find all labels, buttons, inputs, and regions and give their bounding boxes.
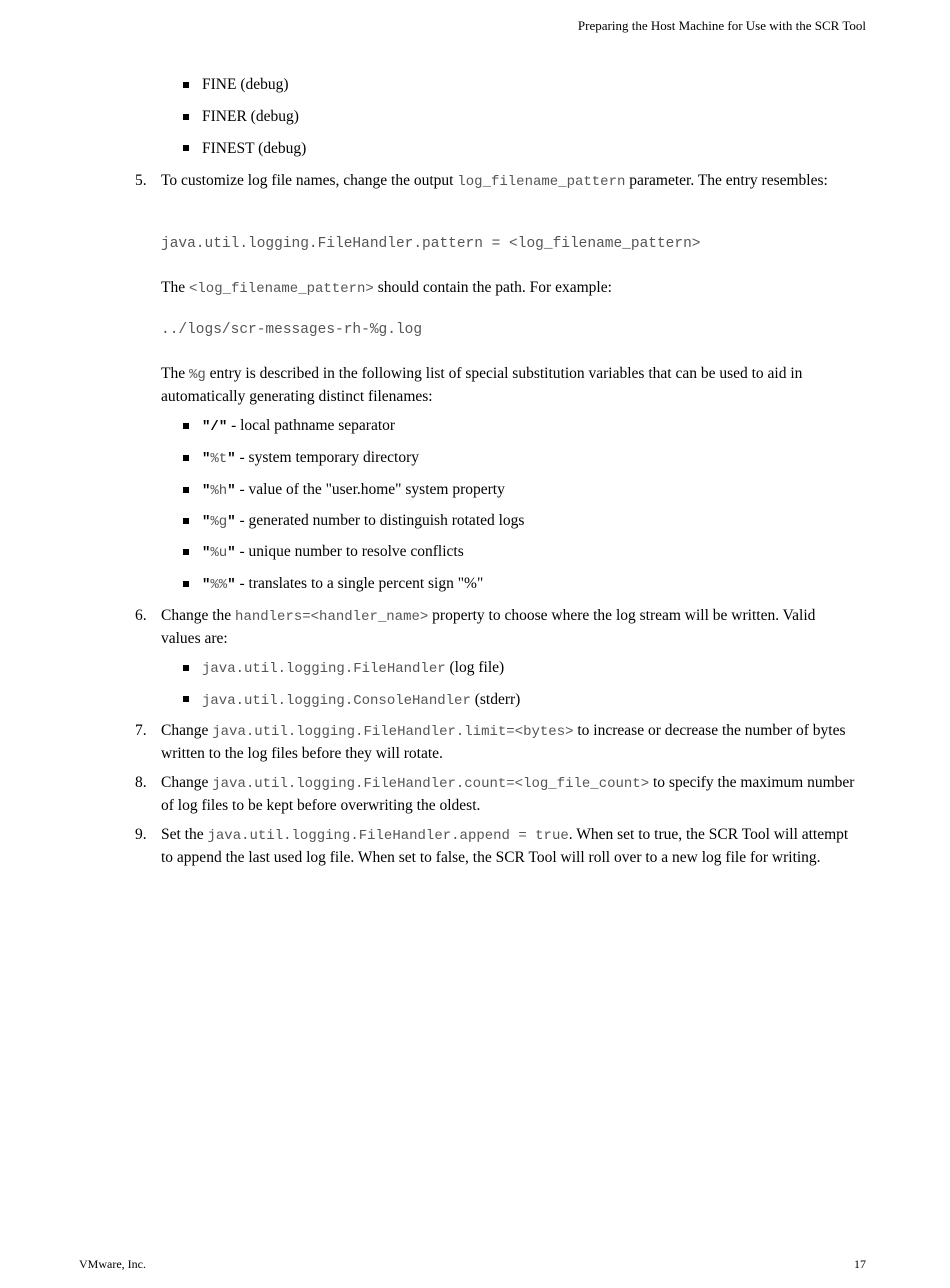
step-6-text <box>161 605 841 650</box>
inline-code: %% <box>210 577 228 593</box>
step-number: 8. <box>135 774 147 791</box>
running-header: Preparing the Host Machine for Use with the SCR Tool <box>577 18 866 33</box>
inline-code: %g <box>210 514 228 530</box>
quote: " <box>202 514 211 530</box>
bullet-marker <box>183 518 189 524</box>
list-item: FINER (debug) <box>202 108 299 125</box>
text: Set the <box>161 826 208 843</box>
bullet-marker <box>183 665 189 671</box>
inline-code: %h <box>210 483 228 499</box>
bullet-marker <box>183 549 189 555</box>
list-item <box>202 689 520 712</box>
text: - unique number to resolve conflicts <box>235 543 464 560</box>
quote: " <box>227 545 236 561</box>
inline-code: java.util.logging.FileHandler <box>202 661 446 677</box>
inline-code: / <box>210 419 219 435</box>
step-7-text <box>161 720 846 765</box>
inline-code: %u <box>210 545 228 561</box>
quote: " <box>227 483 236 499</box>
inline-code: java.util.logging.FileHandler.append = true <box>207 828 569 844</box>
page-number: 17 <box>854 1257 866 1271</box>
text: The <box>161 279 189 296</box>
list-item <box>202 510 524 533</box>
text: - system temporary directory <box>235 449 419 466</box>
inline-code: %t <box>210 451 228 467</box>
text: should contain the path. For example: <box>373 279 612 296</box>
text: Change <box>161 774 213 791</box>
list-item <box>202 657 504 680</box>
text: (stderr) <box>470 691 521 708</box>
step-number: 9. <box>135 826 147 843</box>
text: to increase or decrease the number of bytes written to the log files before they will rotate. <box>161 722 846 762</box>
list-item <box>202 573 483 596</box>
quote: " <box>202 577 211 593</box>
list-item <box>202 415 395 438</box>
inline-code: java.util.logging.ConsoleHandler <box>202 693 471 709</box>
text: To customize log file names, change the output <box>161 172 458 189</box>
step-number: 7. <box>135 722 147 739</box>
bullet-marker <box>183 82 189 88</box>
bullet-marker <box>183 423 189 429</box>
list-item: FINE (debug) <box>202 76 289 93</box>
quote: " <box>202 545 211 561</box>
text: Change <box>161 722 213 739</box>
text: The <box>161 365 189 382</box>
list-item: FINEST (debug) <box>202 140 307 157</box>
text: . When set to true, the SCR Tool will attempt to append the last used log file. When set to false, the SCR Tool will roll over to a new log file for writing. <box>161 826 849 866</box>
text: - translates to a single percent sign "%" <box>235 575 484 592</box>
text: - local pathname separator <box>227 417 396 434</box>
inline-code: java.util.logging.FileHandler.limit=<bytes> <box>212 724 574 740</box>
quote: " <box>227 514 236 530</box>
text: Change the <box>161 607 236 624</box>
inline-code: handlers=<handler_name> <box>235 609 429 625</box>
step-5-text <box>161 170 861 193</box>
list-item <box>202 447 419 470</box>
list-item <box>202 541 464 564</box>
text: - value of the "user.home" system property <box>235 481 505 498</box>
text: - generated number to distinguish rotated logs <box>235 512 525 529</box>
inline-code: %g <box>188 367 206 383</box>
bullet-marker <box>183 145 189 151</box>
paragraph <box>161 363 856 408</box>
code-block: java.util.logging.FileHandler.pattern = <log_filename_pattern> <box>161 236 701 252</box>
bullet-marker <box>183 487 189 493</box>
inline-code: log_filename_pattern <box>457 174 626 190</box>
bullet-marker <box>183 696 189 702</box>
step-8-text <box>161 772 856 817</box>
paragraph <box>161 277 861 300</box>
step-9-text <box>161 824 851 869</box>
quote: " <box>202 419 211 435</box>
bullet-marker <box>183 581 189 587</box>
quote: " <box>227 577 236 593</box>
text: (log file) <box>445 659 505 676</box>
text: parameter. The entry resembles: <box>625 172 828 189</box>
bullet-marker <box>183 455 189 461</box>
footer-company: VMware, Inc. <box>79 1257 146 1271</box>
text: to specify the maximum number of log files to be kept before overwriting the oldest. <box>161 774 855 814</box>
quote: " <box>202 451 211 467</box>
bullet-marker <box>183 114 189 120</box>
code-block: ../logs/scr-messages-rh-%g.log <box>161 322 423 338</box>
text: property to choose where the log stream will be written. Valid values are: <box>161 607 816 647</box>
step-number: 6. <box>135 607 147 624</box>
inline-code: <log_filename_pattern> <box>188 281 374 297</box>
quote: " <box>227 451 236 467</box>
quote: " <box>202 483 211 499</box>
text: entry is described in the following list of special substitution variables that can be used to aid in automatically generating distinct filenames: <box>161 365 803 405</box>
inline-code: java.util.logging.FileHandler.count=<log_file_count> <box>212 776 650 792</box>
list-item <box>202 479 505 502</box>
quote: " <box>218 419 228 435</box>
step-number: 5. <box>135 172 147 189</box>
